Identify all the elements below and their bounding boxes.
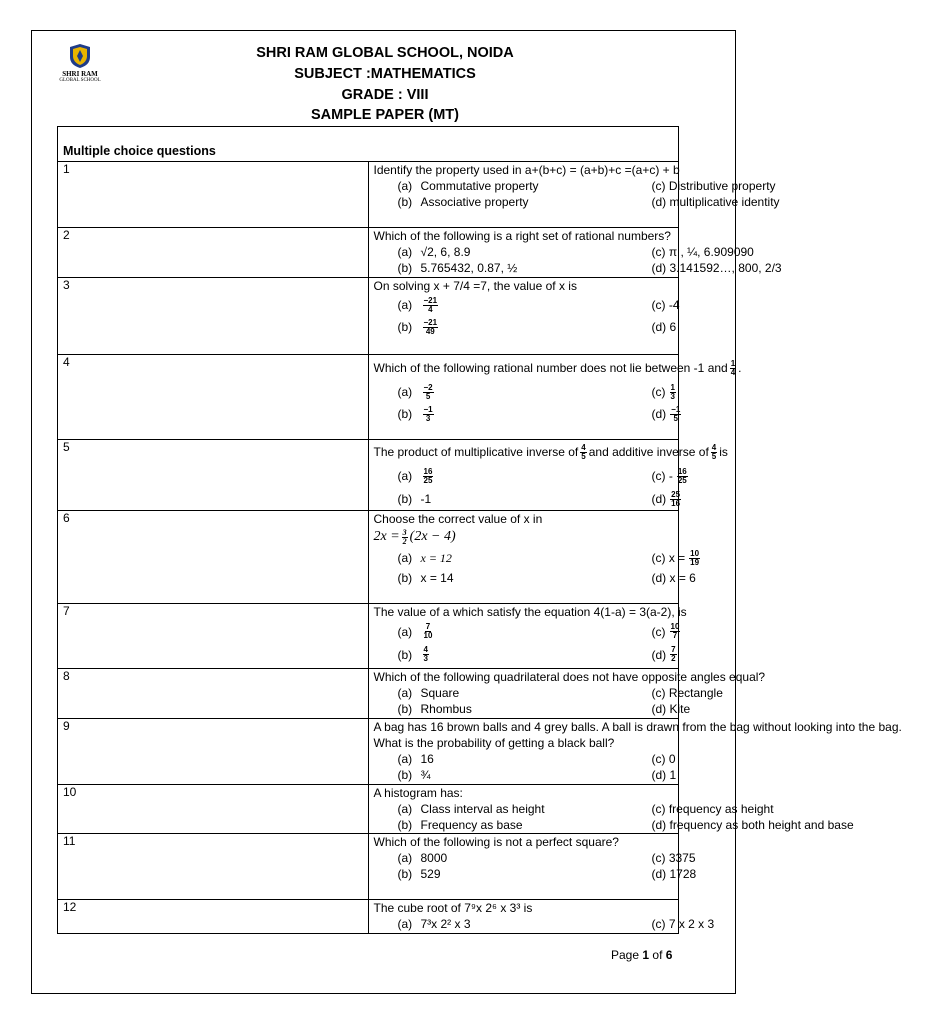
- option-a: (a) $\frac{7}{10}$: [397, 622, 433, 640]
- option-c: (c) $\frac{10}{7}$: [651, 622, 680, 640]
- question-body: [368, 278, 679, 355]
- question-text-line-2: What is the probability of getting a black ball?: [373, 736, 615, 750]
- question-row: [58, 834, 679, 900]
- section-header-row: [58, 127, 679, 162]
- option-b: (b) 529: [397, 867, 441, 881]
- option-c: (c) x = $\frac{10}{19}$: [651, 548, 700, 567]
- option-a: (a) 16: [397, 752, 434, 766]
- school-title: SHRI RAM GLOBAL SCHOOL, NOIDA: [256, 45, 514, 61]
- question-row: [58, 604, 679, 669]
- option-d: (d) $\frac{7}{2}$: [651, 645, 676, 663]
- question-number: 2: [58, 228, 369, 278]
- page-total: 6: [665, 948, 673, 962]
- option-d: (d) 1728: [651, 867, 697, 881]
- page-footer: [611, 948, 672, 962]
- question-number: 8: [58, 669, 369, 719]
- option-b: (b) x = 14: [397, 571, 454, 585]
- question-body: [368, 355, 742, 440]
- question-number: 3: [58, 278, 369, 355]
- school-logo: [60, 44, 100, 92]
- option-d: (d) multiplicative identity: [651, 195, 780, 209]
- option-c: (c) Rectangle: [651, 686, 723, 700]
- subject-title: SUBJECT :MATHEMATICS: [294, 66, 476, 82]
- option-a: (a) $\frac{-21}{4}$: [397, 295, 438, 314]
- question-row: [58, 355, 679, 440]
- option-b: (b) Frequency as base: [397, 818, 523, 832]
- question-row: [58, 511, 679, 604]
- option-b: (b) $\frac{4}{3}$: [397, 645, 428, 663]
- option-b: (b) $\frac{-21}{49}$: [397, 317, 438, 336]
- question-body: [368, 900, 715, 934]
- logo-school-name: SHRI RAM: [62, 70, 98, 78]
- question-body: [368, 669, 766, 719]
- question-text: Identify the property used in a+(b+c) = (a+b)+c =(a+c) + b: [373, 163, 680, 177]
- question-row: [58, 162, 679, 228]
- option-c: (c) 0: [651, 752, 676, 766]
- option-c: (c) $\frac{1}{3}$: [651, 382, 675, 401]
- option-d: (d) Kite: [651, 702, 691, 716]
- section-title: Multiple choice questions: [58, 127, 679, 162]
- option-b: (b) Associative property: [397, 195, 529, 209]
- page-label: Page: [611, 948, 640, 962]
- question-table: [57, 126, 902, 934]
- option-a: (a) $\frac{-2}{5}$: [397, 382, 433, 401]
- question-body: [368, 511, 700, 604]
- option-d: (d) $\frac{25}{16}$: [651, 489, 681, 508]
- option-b: (b) Rhombus: [397, 702, 472, 716]
- option-c: (c) π , ¼, 6.909090: [651, 245, 754, 259]
- question-row: [58, 669, 679, 719]
- question-number: 1: [58, 162, 369, 228]
- question-text: A bag has 16 brown balls and 4 grey balls. A ball is drawn from the bag without looking into the bag.: [373, 720, 902, 734]
- option-a: (a) 8000: [397, 851, 448, 865]
- question-text: Which of the following is not a perfect square?: [373, 835, 619, 849]
- question-body: [368, 440, 728, 511]
- option-b: (b) ¾: [397, 768, 431, 782]
- question-body: [368, 785, 854, 834]
- option-a: (a) √2, 6, 8.9: [397, 245, 471, 259]
- page-number: 1: [642, 948, 650, 962]
- question-text: A histogram has:: [373, 786, 463, 800]
- option-a: (a) Class interval as height: [397, 802, 545, 816]
- question-row: [58, 719, 679, 785]
- option-c: (c) 3375: [651, 851, 696, 865]
- equation: 2x = $\frac{3}{2}$ (2x − 4): [373, 527, 456, 546]
- option-d: (d) x = 6: [651, 571, 696, 585]
- question-text: The value of a which satisfy the equation 4(1-a) = 3(a-2), is: [373, 605, 687, 619]
- of-label: of: [652, 948, 663, 962]
- question-row: [58, 440, 679, 511]
- question-text: The cube root of 7⁹x 2⁶ x 3³ is: [373, 901, 533, 915]
- option-a: (a) 7³x 2² x 3: [397, 917, 471, 931]
- question-number: 11: [58, 834, 369, 900]
- option-c: (c) - $\frac{16}{25}$: [651, 466, 687, 485]
- option-d: (d) 1: [651, 768, 677, 782]
- question-body: [368, 604, 687, 669]
- option-a: (a) x = 12: [397, 551, 452, 565]
- question-number: 9: [58, 719, 369, 785]
- question-row: [58, 228, 679, 278]
- question-body: [368, 228, 782, 278]
- question-number: 7: [58, 604, 369, 669]
- option-a: (a) $\frac{16}{25}$: [397, 466, 433, 485]
- question-body: [368, 719, 902, 785]
- option-d: (d) 3.141592…, 800, 2/3: [651, 261, 782, 275]
- question-text: Which of the following is a right set of rational numbers?: [373, 229, 671, 243]
- grade-title: GRADE : VIII: [341, 87, 429, 103]
- option-c: (c) -4: [651, 298, 680, 312]
- option-a: (a) Square: [397, 686, 460, 700]
- question-row: [58, 278, 679, 355]
- logo-school-sub: GLOBAL SCHOOL: [59, 78, 101, 83]
- question-number: 12: [58, 900, 369, 934]
- question-number: 5: [58, 440, 369, 511]
- option-c: (c) 7 x 2 x 3: [651, 917, 715, 931]
- question-text: Which of the following quadrilateral does not have opposite angles equal?: [373, 670, 766, 684]
- question-number: 6: [58, 511, 369, 604]
- question-row: [58, 785, 679, 834]
- question-text: Which of the following rational number does not lie between -1 and $\frac{1}{4}$ .: [373, 358, 742, 377]
- question-body: [368, 834, 697, 900]
- option-c: (c) Distributive property: [651, 179, 776, 193]
- option-a: (a) Commutative property: [397, 179, 539, 193]
- question-text: Choose the correct value of x in: [373, 512, 543, 526]
- question-text: On solving x + 7/4 =7, the value of x is: [373, 279, 577, 293]
- option-b: (b) -1: [397, 492, 432, 506]
- option-d: (d) frequency as both height and base: [651, 818, 854, 832]
- paper-title: SAMPLE PAPER (MT): [311, 107, 459, 123]
- option-b: (b) $\frac{-1}{3}$: [397, 404, 433, 423]
- question-number: 4: [58, 355, 369, 440]
- option-d: (d) 6: [651, 320, 677, 334]
- question-row: [58, 900, 679, 934]
- school-crest-icon: [66, 44, 94, 68]
- option-b: (b) 5.765432, 0.87, ½: [397, 261, 518, 275]
- question-body: [368, 162, 780, 228]
- question-number: 10: [58, 785, 369, 834]
- option-c: (c) frequency as height: [651, 802, 774, 816]
- question-text: The product of multiplicative inverse of $\frac{4}{5}$ and additive inverse of $\frac{4}{5}$ is: [373, 442, 728, 461]
- option-d: (d) $\frac{-1}{5}$: [651, 404, 681, 423]
